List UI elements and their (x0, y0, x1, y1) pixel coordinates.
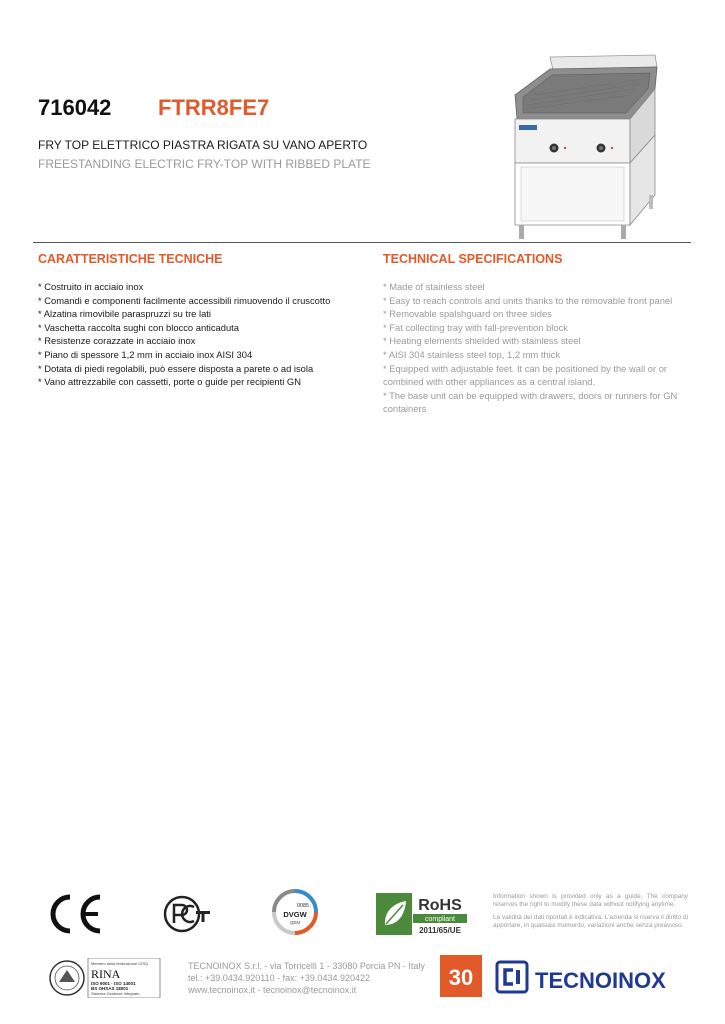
spec-item-it: * Resistenze corazzate in acciaio inox (38, 335, 196, 347)
spec-item-en: * Made of stainless steel (383, 281, 485, 292)
tecnoinox-logo (495, 958, 690, 998)
spec-item-it: * Vaschetta raccolta sughi con blocco anticaduta (38, 321, 239, 333)
rina-ohsas: BS OHSAS 18001 (91, 986, 129, 991)
specs-list-it (38, 280, 368, 389)
eac-pct-logo (160, 894, 214, 934)
anniversary-number: 30 (448, 965, 474, 990)
spec-item-it: * Vano attrezzabile con cassetti, porte o guide per recipienti GN (38, 376, 301, 388)
section-divider (33, 242, 691, 243)
disclaimer-it: La validità dei dati riportati è indicativa. L'azienda si riserva il diritto di apportare, in qualsiasi momento, variazioni anche senza preavviso. (493, 914, 688, 929)
specs-heading-it: CARATTERISTICHE TECNICHE (38, 252, 223, 266)
rina-certification-logo (47, 958, 161, 998)
rohs-sub: compliant (425, 916, 455, 923)
product-title-en: FREESTANDING ELECTRIC FRY-TOP WITH RIBBED PLATE (38, 157, 371, 171)
spec-item-en: * Fat collecting tray with fall-prevention block (383, 321, 568, 333)
ce-mark-logo (44, 893, 104, 935)
rina-name: RINA (91, 967, 121, 981)
dvgw-sub: QEM (289, 920, 301, 925)
company-address: TECNOINOX S.r.l. - via Torricelli 1 - 33080 Porcia PN - Italy (188, 961, 425, 971)
rohs-title: RoHS (418, 897, 462, 914)
spec-item-it: * Alzatina rimovibile paraspruzzi su tre lati (38, 308, 211, 320)
brand-name: TECNOINOX (535, 968, 666, 993)
specs-heading-en: TECHNICAL SPECIFICATIONS (383, 252, 563, 266)
rohs-logo (376, 893, 468, 935)
dvgw-logo (270, 888, 320, 936)
spec-item-en: * AISI 304 stainless steel top, 1,2 mm thick (383, 348, 561, 360)
fry-top-product-image (505, 45, 680, 245)
spec-item-en: * The base unit can be equipped with drawers, doors or runners for GN containers (383, 389, 678, 415)
rina-member-text: Membro della federazione CISQ (91, 961, 149, 966)
company-web: www.tecnoinox.it - tecnoinox@tecnoinox.it (188, 985, 357, 995)
spec-item-en: * Easy to reach controls and units thanks to the removable front panel (383, 294, 673, 306)
product-model: FTRR8FE7 (158, 95, 270, 120)
spec-item-it: * Comandi e componenti facilmente accessibili rimuovendo il cruscotto (38, 294, 331, 306)
spec-item-en: * Removable spalshguard on three sides (383, 308, 552, 320)
spec-item-it: * Costruito in acciaio inox (38, 281, 144, 292)
company-contact (188, 960, 425, 996)
disclaimer-en: Information shown is provided only as a guide. The company reserves the right to modify these data without notifying anytime. (493, 893, 688, 908)
rohs-directive: 2011/65/UE (419, 926, 461, 935)
product-title-it: FRY TOP ELETTRICO PIASTRA RIGATA SU VANO APERTO (38, 138, 368, 152)
spec-item-en: * Equipped with adjustable feet. It can be positioned by the wall or or combined with other appliances as a central island. (383, 362, 668, 388)
spec-item-it: * Dotata di piedi regolabili, può essere disposta a parete o ad isola (38, 362, 314, 374)
dvgw-number: 0085 (296, 903, 310, 909)
product-code: 716042 (38, 95, 112, 120)
rina-iso: ISO 9001 · ISO 14001 (91, 981, 136, 986)
dvgw-label: DVGW (283, 910, 307, 919)
spec-item-en: * Heating elements shielded with stainless steel (383, 335, 581, 347)
company-phone: tel.: +39.0434.920110 - fax: +39.0434.920422 (188, 973, 370, 983)
spec-item-it: * Piano di spessore 1,2 mm in acciaio inox AISI 304 (38, 348, 253, 360)
anniversary-badge (440, 955, 482, 997)
rina-system: Sistema Gestione Integrato (91, 991, 140, 996)
specs-list-en (383, 280, 688, 416)
